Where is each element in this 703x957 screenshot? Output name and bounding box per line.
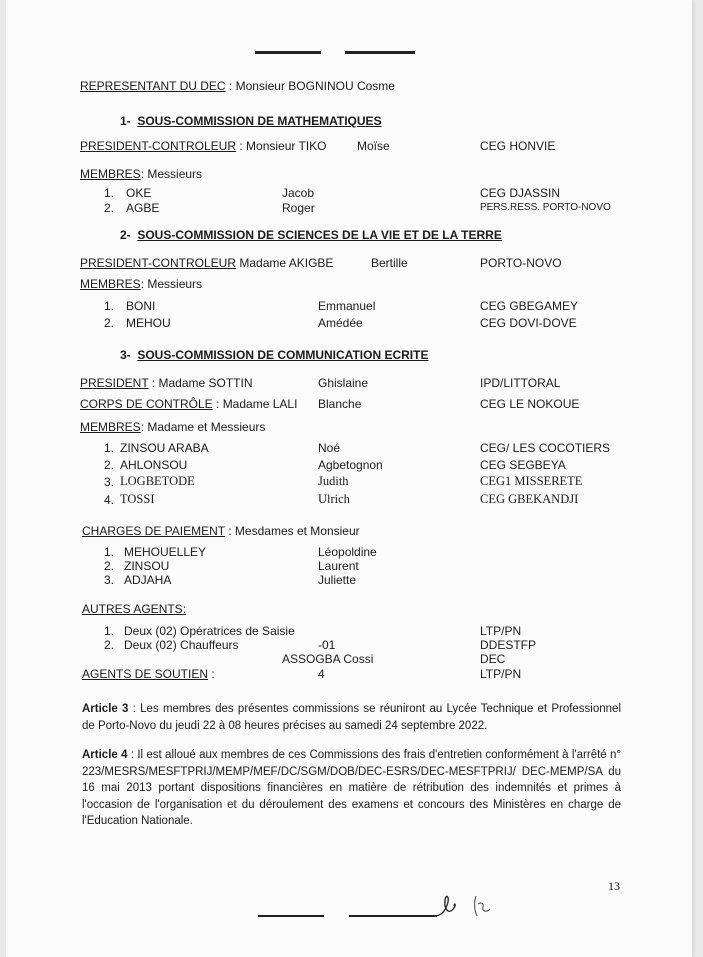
list-item-text: Deux (02) Chauffeurs (124, 638, 239, 652)
list-item-name: MEHOUELLEY (124, 545, 207, 559)
sc3-members-label: MEMBRES (80, 420, 141, 434)
list-item-num: 2. (104, 201, 115, 215)
article-4-label: Article 4 (82, 749, 128, 761)
sc3-heading (120, 348, 428, 362)
sc1-president-text: : Monsieur TIKO (236, 139, 327, 153)
sc1-members-heading (80, 167, 202, 181)
list-item-num: 2. (104, 458, 115, 472)
sc1-president-org: CEG HONVIE (480, 139, 556, 153)
sc2-president-text: Madame AKIGBE (236, 256, 334, 270)
top-rule-right (345, 51, 415, 54)
list-item-name: ZINSOU (124, 559, 170, 573)
autres-label: AUTRES AGENTS (82, 602, 183, 616)
article-4-text: : Il est alloué aux membres de ces Commissions des frais d'entretien conformément à l'arrêté n° 223/MESRS/MESFTPRIJ/MEMP/MEF/DC/SGM/DOB/DEC-ESRS/DEC-MESFTPRIJ/ DEC-MEMP/SA du 16 mai 2013 portant dispositions financières en matière de rétribution des indemnités et primes à l'occasion de l'organisation et du déroulement des examens et concours des Ministères en charge de l'Education Nationale. (82, 749, 621, 827)
list-item-first: Noé (318, 441, 341, 455)
soutien-label: AGENTS DE SOUTIEN (82, 667, 209, 681)
list-item-name: TOSSI (120, 492, 155, 506)
list-item-org: CEG DJASSIN (480, 186, 561, 200)
list-item-num: 3. (104, 573, 115, 587)
sc1-number: 1- (120, 114, 131, 128)
list-item-org: CEG GBEGAMEY (480, 299, 579, 313)
sc1-president-label: PRESIDENT-CONTROLEUR (80, 139, 237, 153)
representant-line (80, 79, 395, 93)
charges-heading (82, 524, 360, 538)
list-item-num: 1. (104, 545, 115, 559)
list-item-first: Jacob (282, 186, 315, 200)
list-item-name: AHLONSOU (120, 458, 188, 472)
soutien-heading (82, 667, 215, 681)
charges-label: CHARGES DE PAIEMENT (82, 524, 225, 538)
sc2-members-suffix: : Messieurs (140, 277, 203, 291)
list-item-name: BONI (126, 299, 156, 313)
list-item-first: Léopoldine (318, 545, 377, 559)
list-item-org: CEG1 MISSERETE (480, 474, 583, 488)
sc2-president-first: Bertille (371, 256, 408, 270)
list-item-org: CEG SEGBEYA (480, 458, 566, 472)
list-item-num: 1. (104, 299, 115, 313)
list-item-first: Emmanuel (318, 299, 376, 313)
article-3 (82, 701, 621, 734)
list-item-first: Agbetognon (318, 458, 383, 472)
sc1-title: SOUS-COMMISSION DE MATHEMATIQUES (137, 114, 382, 128)
list-item-num: 2. (104, 316, 115, 330)
charges-suffix: : Mesdames et Monsieur (224, 524, 360, 538)
sc3-corps-text: : Madame LALI (212, 397, 298, 411)
sc3-corps (80, 397, 297, 411)
list-item-first: Judith (318, 474, 349, 488)
list-item-num: 1. (104, 441, 115, 455)
article-3-label: Article 3 (82, 703, 129, 715)
sc3-members-heading (80, 420, 265, 434)
list-item-text: Deux (02) Opératrices de Saisie (124, 624, 295, 638)
sc1-president (80, 139, 327, 153)
sc3-president-org: IPD/LITTORAL (480, 376, 561, 390)
list-item-org: LTP/PN (480, 624, 522, 638)
list-item-name: LOGBETODE (120, 474, 195, 488)
list-item-num: 3. (104, 475, 115, 489)
sc3-corps-label: CORPS DE CONTRÔLE (80, 397, 213, 411)
soutien-count: 4 (318, 667, 325, 681)
list-item-count: -01 (318, 638, 336, 652)
sc2-title: SOUS-COMMISSION DE SCIENCES DE LA VIE ET DE LA TERRE (137, 228, 502, 242)
article-3-text: : Les membres des présentes commissions se réuniront au Lycée Technique et Professionnel de Porto-Novo du jeudi 22 à 08 heures précises au samedi 24 septembre 2022. (82, 703, 621, 732)
autres-extra-name: ASSOGBA Cossi (282, 652, 374, 666)
autres-heading (82, 602, 186, 616)
list-item-first: Ulrich (318, 492, 350, 506)
sc2-president-label: PRESIDENT-CONTROLEUR (80, 256, 237, 270)
soutien-org: LTP/PN (480, 667, 522, 681)
sc1-members-label: MEMBRES (80, 167, 141, 181)
sc1-heading (120, 114, 382, 128)
autres-suffix: : (182, 602, 187, 616)
sc2-heading (120, 228, 502, 242)
list-item-num: 2. (104, 559, 115, 573)
list-item-first: Laurent (318, 559, 359, 573)
sc3-president-text: : Madame SOTTIN (148, 376, 253, 390)
representant-value: : Monsieur BOGNINOU Cosme (225, 79, 395, 93)
sc3-president-label: PRESIDENT (80, 376, 149, 390)
list-item-org: CEG GBEKANDJI (480, 492, 579, 506)
list-item-first: Amédée (318, 316, 363, 330)
list-item-name: ADJAHA (124, 573, 172, 587)
sc3-corps-org: CEG LE NOKOUE (480, 397, 580, 411)
sc3-members-suffix: : Madame et Messieurs (140, 420, 266, 434)
page-number: 13 (608, 879, 620, 893)
list-item-name: OKE (126, 186, 152, 200)
sc1-president-first: Moïse (357, 139, 390, 153)
list-item-org: CEG/ LES COCOTIERS (480, 441, 611, 455)
list-item-first: Roger (282, 201, 315, 215)
list-item-name: MEHOU (126, 316, 171, 330)
list-item-num: 1. (104, 624, 115, 638)
top-rule-left (255, 51, 321, 54)
list-item-num: 4. (104, 493, 115, 507)
list-item-num: 2. (104, 638, 115, 652)
bottom-rule-left (258, 915, 324, 917)
sc2-president (80, 256, 333, 270)
sc3-corps-first: Blanche (318, 397, 362, 411)
list-item-org: DDESTFP (480, 638, 537, 652)
sc3-number: 3- (120, 348, 131, 362)
sc1-members-suffix: : Messieurs (140, 167, 203, 181)
sc3-president-first: Ghislaine (318, 376, 369, 390)
sc2-president-org: PORTO-NOVO (480, 256, 562, 270)
list-item-first: Juliette (318, 573, 357, 587)
sc2-members-heading (80, 277, 202, 291)
sc3-president (80, 376, 253, 390)
representant-label: REPRESENTANT DU DEC (80, 79, 226, 93)
sc2-members-label: MEMBRES (80, 277, 141, 291)
list-item-org: CEG DOVI-DOVE (480, 316, 577, 330)
list-item-name: AGBE (126, 201, 160, 215)
article-4 (82, 747, 621, 830)
sc2-number: 2- (120, 228, 131, 242)
autres-extra-org: DEC (480, 652, 506, 666)
list-item-org: PERS.RESS. PORTO-NOVO (480, 202, 611, 213)
list-item-name: ZINSOU ARABA (120, 441, 209, 455)
soutien-suffix: : (208, 667, 215, 681)
sc3-title: SOUS-COMMISSION DE COMMUNICATION ECRITE (137, 348, 429, 362)
list-item-num: 1. (104, 186, 115, 200)
document-page (6, 0, 692, 957)
signature-initials (424, 886, 504, 926)
